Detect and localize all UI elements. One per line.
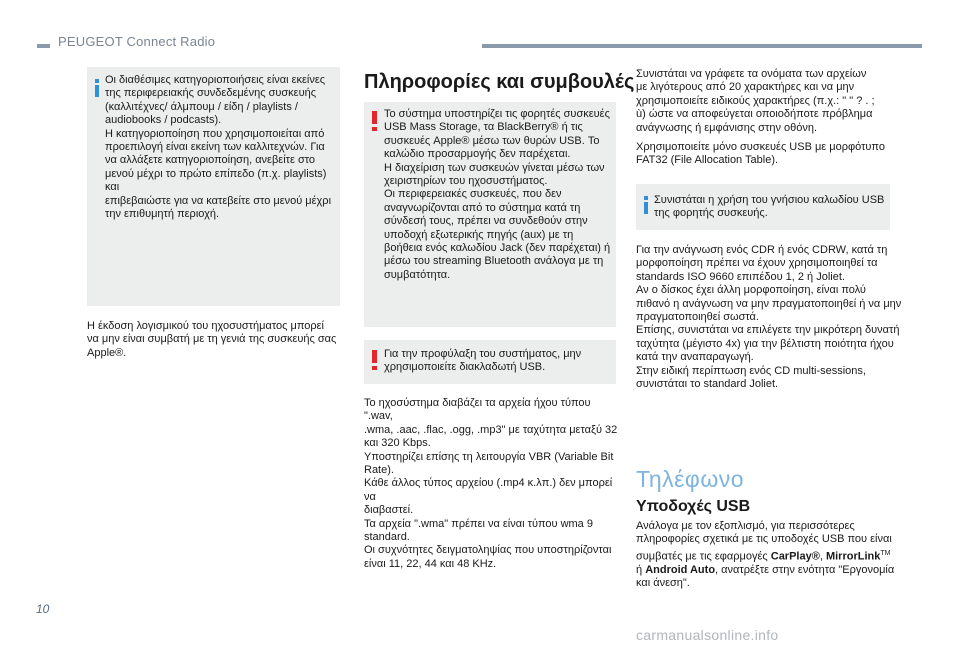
paragraph-usb-ports bbox=[636, 520, 908, 591]
header-title: PEUGEOT Connect Radio bbox=[58, 34, 216, 49]
warning-usb-hub-text: Για την προφύλαξη του συστήματος, μην χρησιμοποιείτε διακλαδωτή USB. bbox=[384, 348, 582, 374]
info-icon bbox=[93, 79, 102, 99]
header-rule-right bbox=[482, 44, 922, 48]
header-rule-left bbox=[37, 44, 50, 48]
tip-box-usb-cable bbox=[636, 184, 890, 230]
usb-ports-separator: , bbox=[819, 550, 826, 563]
mirrorlink-label: MirrorLink bbox=[825, 550, 881, 563]
page-number: 10 bbox=[36, 602, 50, 616]
section-heading-info-tips: Πληροφορίες και συμβουλές bbox=[364, 71, 635, 93]
chapter-heading-telephone: Τηλέφωνο bbox=[636, 466, 745, 492]
paragraph-cd-format: Για την ανάγνωση ενός CDR ή ενός CDRW, κατά τη μορφοποίηση πρέπει να έχουν χρησιμοποιηθεί τα standards ISO 9660 επιπέδου 1, 2 ή Joliet. Αν ο δίσκος έχει άλλη μορφοποίηση, είναι πολύ πιθανό η ανάγνωση να μην πραγματοποιηθεί ή να μην πραγματοποιηθεί σωστά. Επίσης, συνιστάται να επιλέγετε την μικρότερη δυνατή ταχύτητα (μέγιστο 4x) για την βέλτιστη ποιότητα ήχου κατά την αναπαραγωγή. Στην ειδική περίπτωση ενός CD multi-sessions, συνιστάται το standard Joliet. bbox=[636, 244, 902, 391]
warning-icon bbox=[370, 350, 379, 372]
carplay-label: CarPlay® bbox=[770, 550, 820, 563]
paragraph-fat32: Χρησιμοποιείτε μόνο συσκευές USB με μορφότυπο FAT32 (File Allocation Table). bbox=[636, 141, 885, 167]
paragraph-audio-formats: Το ηχοσύστημα διαβάζει τα αρχεία ήχου τύπου ".wav, .wma, .aac, .flac, .ogg, .mp3" με ταχύτητα μεταξύ 32 και 320 Kbps. Υποστηρίζει επίσης τη λειτουργία VBR (Variable Bit Rate). Κάθε άλλος τύπος αρχείου (.mp4 κ.λπ.) δεν μπορεί να διαβαστεί. Τα αρχεία ".wma" πρέπει να είναι τύπου wma 9 standard. Οι συχνότητες δειγματοληψίας που υποστηρίζονται είναι 11, 22, 44 και 48 KHz. bbox=[364, 397, 618, 570]
subheading-usb-ports: Υποδοχές USB bbox=[636, 498, 751, 515]
tip-usb-cable-text: Συνιστάται η χρήση του γνήσιου καλωδίου USB της φορητής συσκευής. bbox=[654, 194, 885, 220]
usb-ports-text-b: ή bbox=[636, 563, 643, 576]
warning-icon bbox=[370, 111, 379, 133]
trademark-mark: TM bbox=[880, 549, 891, 557]
warning-box-usb-support bbox=[364, 102, 616, 327]
warning-box-usb-hub bbox=[364, 340, 616, 384]
paragraph-file-names: Συνιστάται να γράφετε τα ονόματα των αρχείων με λιγότερους από 20 χαρακτήρες και να μην χρησιμοποιείτε ειδικούς χαρακτήρες (π.χ.: " " ? . ; ù) ώστε να αποφεύγεται οποιοδήποτε πρόβλημα ανάγνωσης ή εμφάνισης στην οθόνη. bbox=[636, 68, 875, 134]
paragraph-software-version: Η έκδοση λογισμικού του ηχοσυστήματος μπορεί να μην είναι συμβατή με τη γενιά της συσκευής σας Apple®. bbox=[87, 320, 337, 359]
warning-usb-support-text: Το σύστημα υποστηρίζει τις φορητές συσκευές USB Mass Storage, τα BlackBerry® ή τις συσκευές Apple® μέσω των θυρών USB. Το καλώδιο προσαρμογής δεν παρέχεται. Η διαχείριση των συσκευών γίνεται μέσω των χειριστηρίων του ηχοσυστήματος. Οι περιφερειακές συσκευές, που δεν αναγνωρίζονται από το σύστημα κατά τη σύνδεσή τους, πρέπει να συνδεθούν στην υποδοχή εξωτερικής πηγής (aux) με τη βοήθεια ενός καλωδίου Jack (δεν παρέχεται) ή μέσω του streaming Bluetooth ανάλογα με τη συμβατότητα. bbox=[384, 108, 611, 281]
tip-box-categories bbox=[87, 67, 340, 306]
usb-ports-text-c: , ανατρέξτε στην ενότητα "Εργονομία και άνεση". bbox=[636, 563, 895, 590]
android-auto-label: Android Auto bbox=[645, 563, 716, 576]
info-icon bbox=[642, 196, 651, 216]
watermark: carmanualsonline.info bbox=[636, 627, 779, 643]
usb-ports-text-a: Ανάλογα με τον εξοπλισμό, για περισσότερες πληροφορίες σχετικά με τις υποδοχές USB που είναι συμβατές με τις εφαρμογές bbox=[636, 520, 892, 563]
tip-categories-text: Οι διαθέσιμες κατηγοριοποιήσεις είναι εκείνες της περιφερειακής συνδεδεμένης συσκευής (καλλιτέχνες/ άλμπουμ / είδη / playlists / audiobooks / podcasts). Η κατηγοριοποίηση που χρησιμοποιείται από προεπιλογή είναι εκείνη των καλλιτεχνών. Για να αλλάξετε κατηγοριοποίηση, ανεβείτε στο μενού μέχρι το πρώτο επίπεδο (π.χ. playlists) και επιβεβαιώστε για να κατεβείτε στο μενού μέχρι την επιθυμητή περιοχή. bbox=[105, 74, 332, 221]
